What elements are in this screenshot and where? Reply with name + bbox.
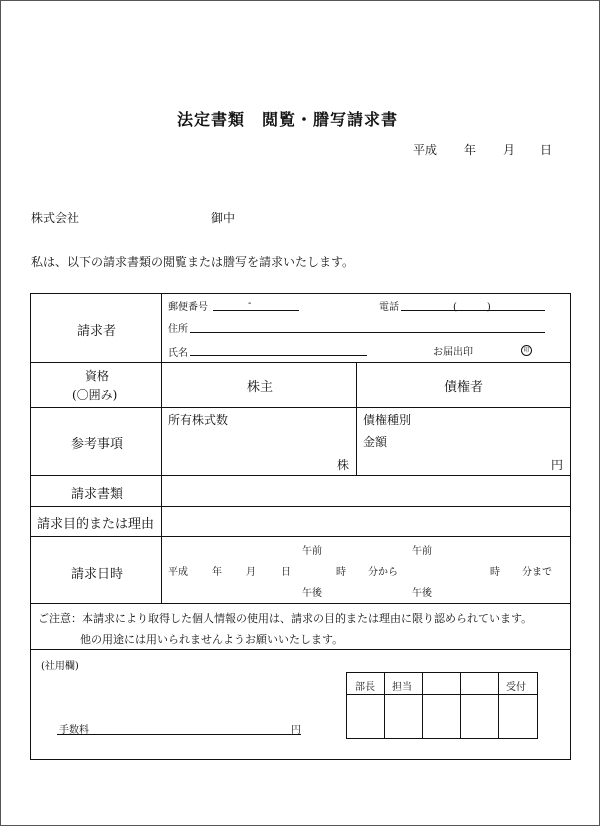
qualification-label: 資格 xyxy=(85,369,110,383)
addressee-company: 株式会社 xyxy=(31,211,80,225)
datetime-label: 請求日時 xyxy=(71,567,124,582)
rule xyxy=(356,362,357,475)
date-era: 平成 xyxy=(413,143,438,157)
rule xyxy=(384,672,385,739)
fee-label: 手数料 xyxy=(59,725,89,736)
creditor-option[interactable]: 債権者 xyxy=(444,380,484,395)
shares-unit: 株 xyxy=(337,458,350,472)
rule xyxy=(498,672,499,739)
phone-parens: ( ) xyxy=(453,302,491,313)
documents-field[interactable] xyxy=(163,477,569,504)
address-label: 住所 xyxy=(168,324,188,335)
name-field[interactable] xyxy=(190,342,367,356)
postal-dash: - xyxy=(248,298,252,309)
notice-line-1: ご注意：本請求により取得した個人情報の使用は、請求の目的または理由に限り認められています。 xyxy=(38,612,533,625)
office-use-label: (社用欄) xyxy=(41,661,79,672)
reference-label: 参考事項 xyxy=(71,437,124,452)
seal-label: お届出印 xyxy=(433,347,473,358)
start-hour: 時 xyxy=(336,567,346,578)
date-day: 日 xyxy=(540,143,553,157)
form-title: 法定書類 閲覧・謄写請求書 xyxy=(177,110,399,129)
fee-field[interactable] xyxy=(57,721,301,735)
shares-label: 所有株式数 xyxy=(168,413,229,427)
name-label: 氏名 xyxy=(168,348,188,359)
date-year: 年 xyxy=(464,143,477,157)
addressee-honorific: 御中 xyxy=(211,211,236,225)
seal-mark-icon: 印 xyxy=(521,345,532,356)
qualification-hint: (〇囲み) xyxy=(72,388,118,402)
rule xyxy=(30,407,571,408)
purpose-field[interactable] xyxy=(163,508,569,535)
datetime-month: 月 xyxy=(246,567,256,578)
approval-head-manager: 部長 xyxy=(355,682,375,693)
requester-label: 請求者 xyxy=(77,324,117,339)
datetime-year: 年 xyxy=(212,567,222,578)
postal-code-field[interactable] xyxy=(213,297,299,311)
address-field[interactable] xyxy=(190,319,545,333)
approval-head-reception: 受付 xyxy=(506,682,526,693)
start-minute-from: 分から xyxy=(368,567,398,578)
rule xyxy=(30,649,571,650)
fee-unit: 円 xyxy=(291,725,301,736)
datetime-day: 日 xyxy=(281,567,291,578)
approval-head-staff: 担当 xyxy=(392,682,412,693)
amount-unit: 円 xyxy=(551,458,564,472)
end-am[interactable]: 午前 xyxy=(412,546,432,557)
start-pm[interactable]: 午後 xyxy=(302,588,322,599)
datetime-era: 平成 xyxy=(168,567,188,578)
end-pm[interactable]: 午後 xyxy=(412,588,432,599)
rule xyxy=(422,672,423,739)
intro-text: 私は、以下の請求書類の閲覧または謄写を請求いたします。 xyxy=(31,255,355,269)
rule xyxy=(161,293,162,603)
rule xyxy=(346,694,538,695)
amount-label: 金額 xyxy=(363,435,388,449)
rule xyxy=(30,362,571,363)
rule xyxy=(30,536,571,537)
postal-label: 郵便番号 xyxy=(168,302,208,313)
rule xyxy=(30,506,571,507)
rule xyxy=(30,475,571,476)
documents-label: 請求書類 xyxy=(71,487,124,502)
purpose-label: 請求目的または理由 xyxy=(37,517,155,532)
end-minute-until: 分まで xyxy=(522,567,552,578)
start-am[interactable]: 午前 xyxy=(302,546,322,557)
bond-type-label: 債権種別 xyxy=(363,413,412,427)
end-hour: 時 xyxy=(490,567,500,578)
notice-line-2: 他の用途には用いられませんようお願いいたします。 xyxy=(80,633,344,646)
rule xyxy=(460,672,461,739)
date-month: 月 xyxy=(503,143,516,157)
phone-label: 電話 xyxy=(379,302,399,313)
rule xyxy=(30,603,571,604)
phone-field[interactable] xyxy=(401,297,545,311)
shareholder-option[interactable]: 株主 xyxy=(247,380,274,395)
